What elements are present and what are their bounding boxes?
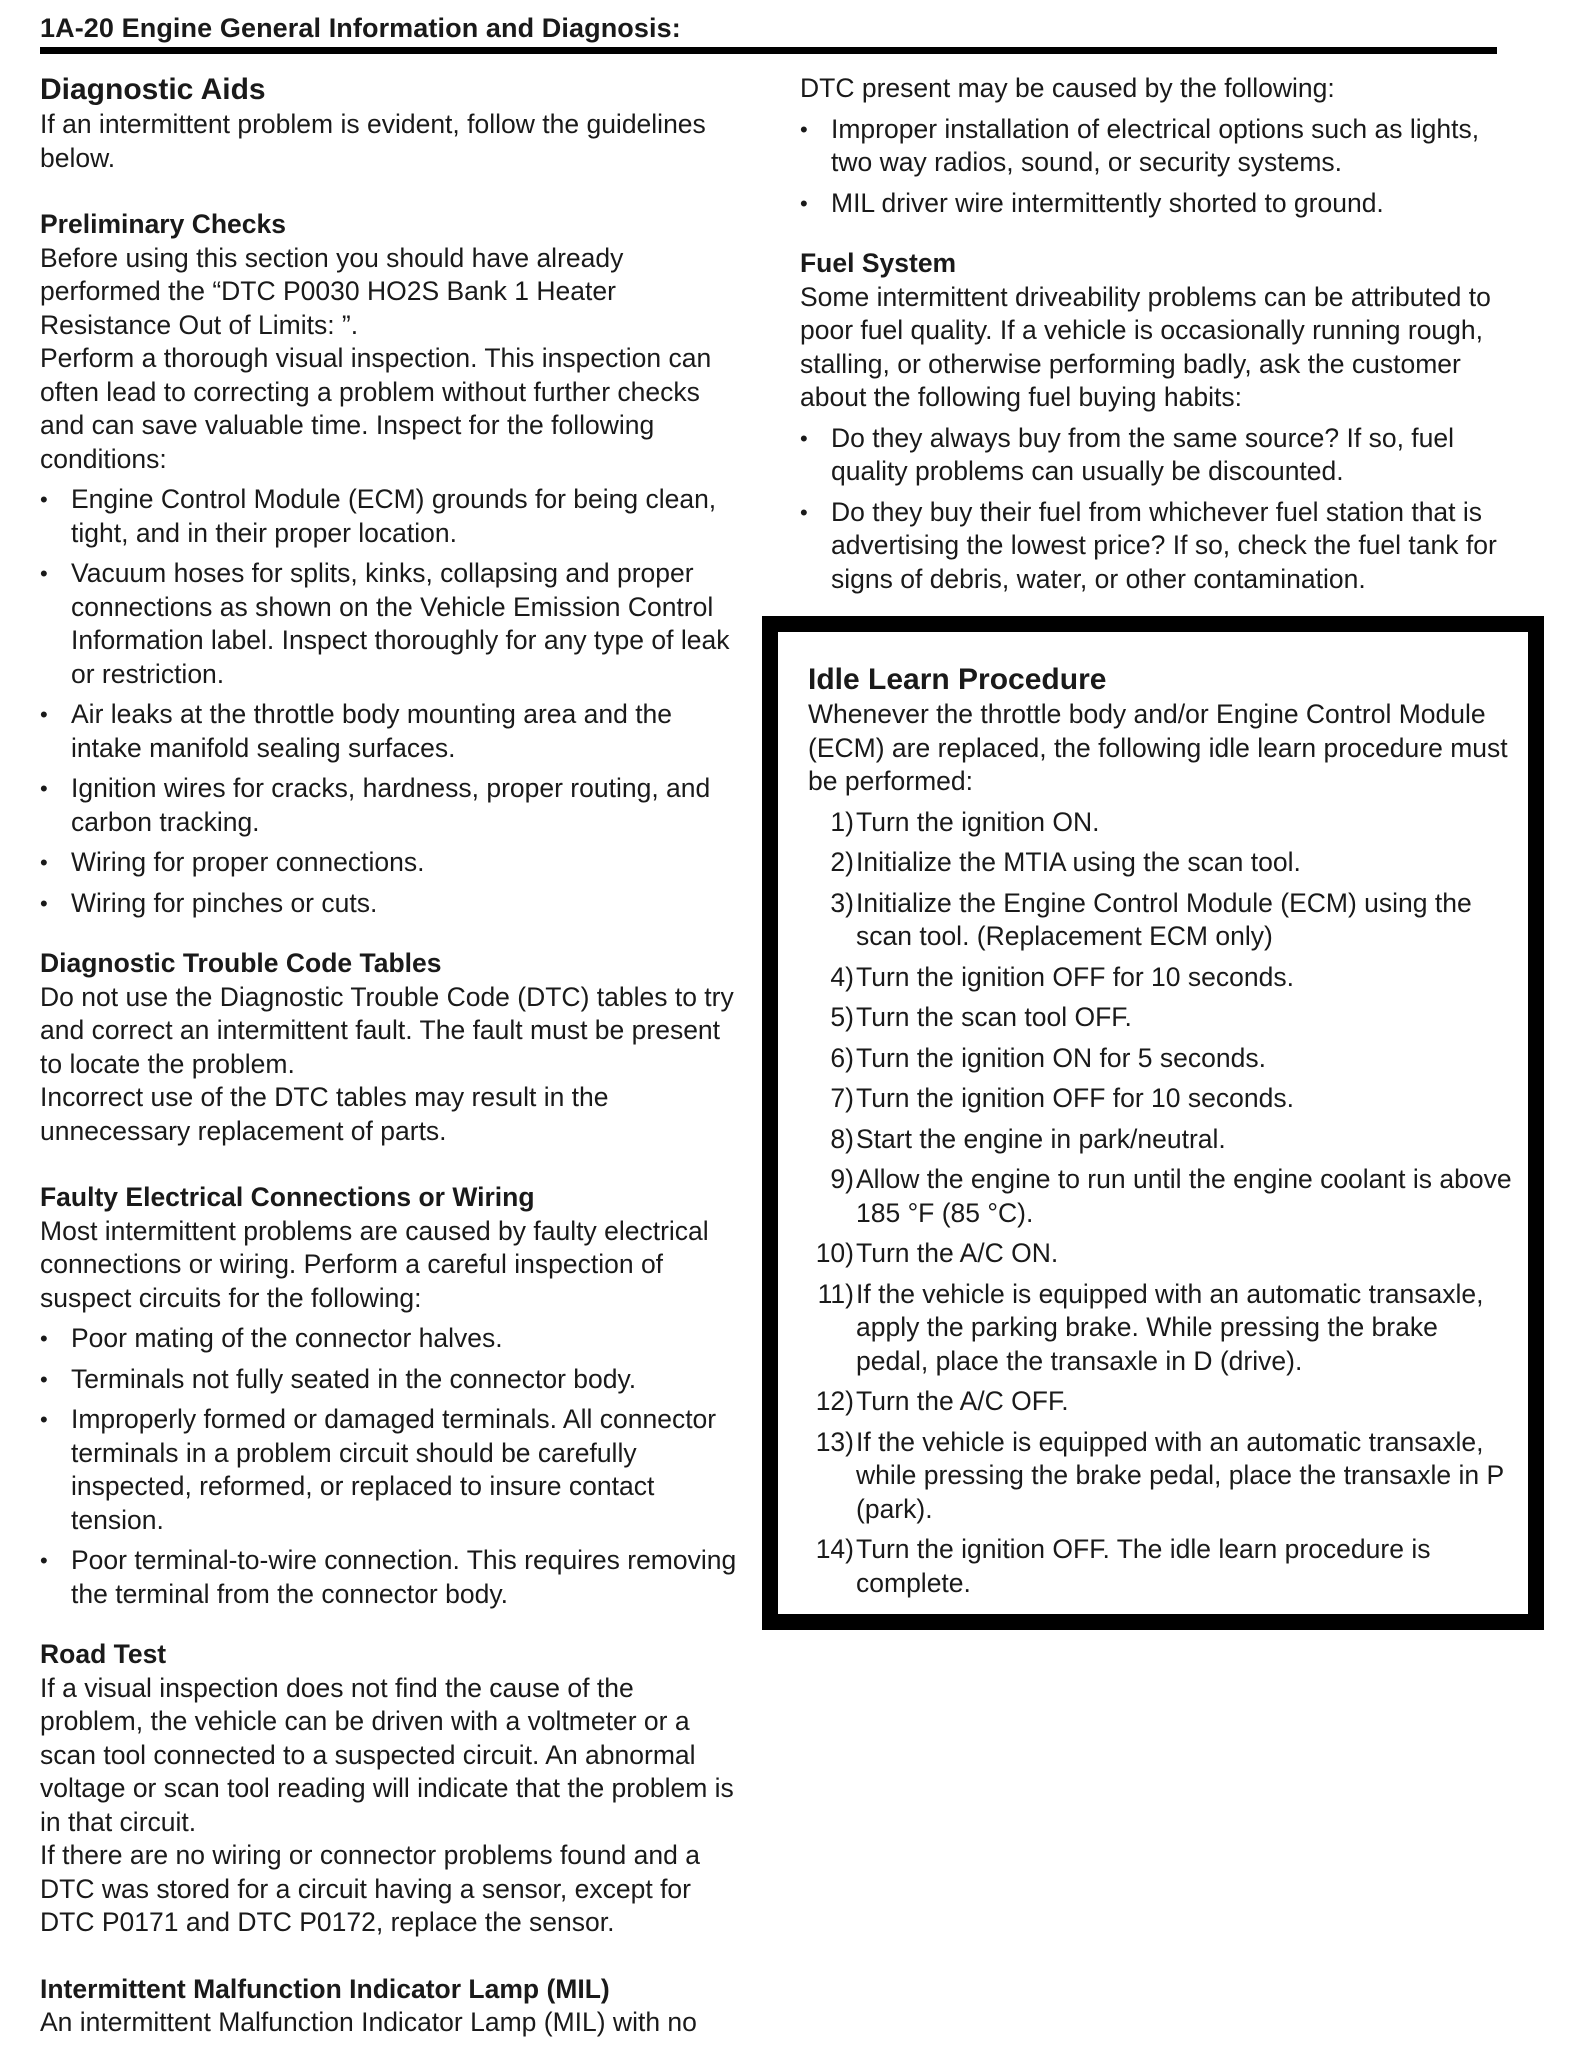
subsection-title-faulty-connections: Faulty Electrical Connections or Wiring: [40, 1182, 535, 1212]
list-item: • Air leaks at the throttle body mounting area and the intake manifold sealing surfaces.: [40, 698, 740, 765]
list-item: • Ignition wires for cracks, hardness, proper routing, and carbon tracking.: [40, 772, 740, 839]
list-item: • Poor mating of the connector halves.: [40, 1322, 740, 1356]
list-item: • Do they buy their fuel from whichever fuel station that is advertising the lowest price? If so, check the fuel tank for signs of debris, water, or other contamination.: [800, 496, 1500, 597]
step-text: Turn the ignition ON for 5 seconds.: [856, 1042, 1266, 1073]
paragraph: If a visual inspection does not find the cause of the problem, the vehicle can be driven with a voltmeter or a scan tool connected to a suspected circuit. An abnormal voltage or scan tool reading will indicate that the problem is in that circuit.: [40, 1672, 734, 1837]
step-number: 11): [817, 1278, 854, 1309]
paragraph: Before using this section you should have already performed the “DTC P0030 HO2S Bank 1 Heater Resistance Out of Limits: ”.: [40, 242, 624, 340]
step-text: Initialize the MTIA using the scan tool.: [856, 847, 1301, 877]
bullet-list-faulty: [40, 1322, 740, 1611]
paragraph: Do not use the Diagnostic Trouble Code (DTC) tables to try and correct an intermittent fault. The fault must be present to locate the problem.: [40, 981, 734, 1079]
step-number: 13): [815, 1426, 854, 1457]
paragraph: An intermittent Malfunction Indicator Lamp (MIL) with no: [40, 2007, 697, 2037]
list-item: • MIL driver wire intermittently shorted to ground.: [800, 187, 1500, 221]
paragraph: Some intermittent driveability problems can be attributed to poor fuel quality. If a vehicle is occasionally running rough, stalling, or otherwise performing badly, ask the customer about the following fuel buying habits:: [800, 281, 1491, 412]
step-item: [808, 887, 1512, 954]
step-number: 8): [830, 1123, 854, 1154]
step-number: 5): [830, 1002, 854, 1032]
step-item: [808, 1278, 1512, 1379]
section-title-diagnostic-aids: Diagnostic Aids: [40, 73, 266, 106]
step-number: 9): [830, 1164, 854, 1194]
step-number: 12): [815, 1386, 854, 1416]
step-text: Initialize the Engine Control Module (ECM) using the scan tool. (Replacement ECM only): [856, 887, 1472, 951]
step-item: [808, 1385, 1512, 1419]
step-item: [808, 1426, 1512, 1527]
subsection-title-intermittent-mil: Intermittent Malfunction Indicator Lamp (MIL): [40, 1973, 610, 2004]
step-item: [808, 806, 1512, 840]
step-item: [808, 1163, 1512, 1230]
paragraph: Incorrect use of the DTC tables may result in the unnecessary replacement of parts.: [40, 1082, 609, 1146]
step-item: [808, 1042, 1512, 1076]
list-item: • Engine Control Module (ECM) grounds for being clean, tight, and in their proper location.: [40, 483, 740, 550]
bullet-list-fuel: [800, 422, 1500, 597]
step-text: If the vehicle is equipped with an automatic transaxle, while pressing the brake pedal, place the transaxle in P (park).: [856, 1426, 1504, 1524]
paragraph: DTC present may be caused by the following:: [800, 73, 1335, 103]
step-text: Start the engine in park/neutral.: [856, 1123, 1226, 1154]
bullet-list-preliminary: [40, 483, 740, 920]
list-item: • Wiring for proper connections.: [40, 846, 740, 880]
step-item: [808, 846, 1512, 880]
paragraph: If there are no wiring or connector problems found and a DTC was stored for a circuit having a sensor, except for DTC P0171 and DTC P0172, replace the sensor.: [40, 1840, 700, 1937]
right-column: [800, 72, 1500, 603]
paragraph: Perform a thorough visual inspection. This inspection can often lead to correcting a problem without further checks and can save valuable time. Inspect for the following conditions:: [40, 343, 712, 474]
step-number: 10): [815, 1238, 854, 1268]
step-text: Turn the ignition OFF. The idle learn procedure is complete.: [856, 1534, 1431, 1598]
step-number: 14): [815, 1534, 854, 1564]
list-item: • Vacuum hoses for splits, kinks, collapsing and proper connections as shown on the Vehicle Emission Control Information label. Inspect thoroughly for any type of leak or restriction.: [40, 557, 740, 691]
step-number: 3): [830, 887, 854, 918]
page-header-title: 1A-20 Engine General Information and Diagnosis:: [40, 13, 681, 43]
step-text: Turn the ignition OFF for 10 seconds.: [856, 1083, 1294, 1113]
list-item: • Terminals not fully seated in the connector body.: [40, 1363, 740, 1397]
step-item: [808, 1001, 1512, 1035]
step-number: 7): [830, 1083, 854, 1113]
step-number: 4): [830, 961, 854, 992]
step-item: [808, 1237, 1512, 1271]
bullet-list-mil: [800, 113, 1500, 221]
step-number: 1): [830, 806, 854, 837]
step-text: Turn the ignition ON.: [856, 806, 1100, 837]
step-number: 6): [830, 1042, 854, 1073]
subsection-title-road-test: Road Test: [40, 1639, 167, 1669]
list-item: • Improperly formed or damaged terminals. All connector terminals in a problem circuit should be carefully inspected, reformed, or replaced to insure contact tension.: [40, 1403, 740, 1537]
paragraph: Most intermittent problems are caused by faulty electrical connections or wiring. Perform a careful inspection of suspect circuits for the following:: [40, 1215, 709, 1313]
list-item: • Poor terminal-to-wire connection. This requires removing the terminal from the connector body.: [40, 1544, 740, 1611]
subsection-title-fuel-system: Fuel System: [800, 248, 957, 278]
list-item: • Improper installation of electrical options such as lights, two way radios, sound, or security systems.: [800, 113, 1500, 180]
left-column: [40, 72, 740, 2040]
step-text: Turn the A/C ON.: [856, 1238, 1059, 1268]
step-item: [808, 961, 1512, 995]
idle-learn-title: Idle Learn Procedure: [808, 663, 1107, 696]
step-item: [808, 1123, 1512, 1157]
paragraph: If an intermittent problem is evident, follow the guidelines below.: [40, 109, 706, 173]
step-text: If the vehicle is equipped with an automatic transaxle, apply the parking brake. While pressing the brake pedal, place the transaxle in D (drive).: [856, 1278, 1484, 1376]
step-text: Turn the A/C OFF.: [856, 1386, 1069, 1416]
step-number: 2): [830, 847, 854, 877]
subsection-title-dtc-tables: Diagnostic Trouble Code Tables: [40, 948, 442, 978]
step-text: Turn the ignition OFF for 10 seconds.: [856, 961, 1294, 992]
page-header: [40, 10, 1497, 54]
step-text: Turn the scan tool OFF.: [856, 1002, 1132, 1032]
subsection-title-preliminary-checks: Preliminary Checks: [40, 209, 286, 239]
step-item: [808, 1082, 1512, 1116]
step-item: [808, 1533, 1512, 1600]
list-item: • Do they always buy from the same source? If so, fuel quality problems can usually be discounted.: [800, 422, 1500, 489]
paragraph: Whenever the throttle body and/or Engine Control Module (ECM) are replaced, the following idle learn procedure must be performed:: [808, 699, 1508, 796]
step-text: Allow the engine to run until the engine coolant is above 185 °F (85 °C).: [856, 1164, 1512, 1228]
list-item: • Wiring for pinches or cuts.: [40, 887, 740, 921]
idle-learn-steps: [808, 806, 1512, 1601]
idle-learn-procedure-box: [762, 616, 1544, 1630]
